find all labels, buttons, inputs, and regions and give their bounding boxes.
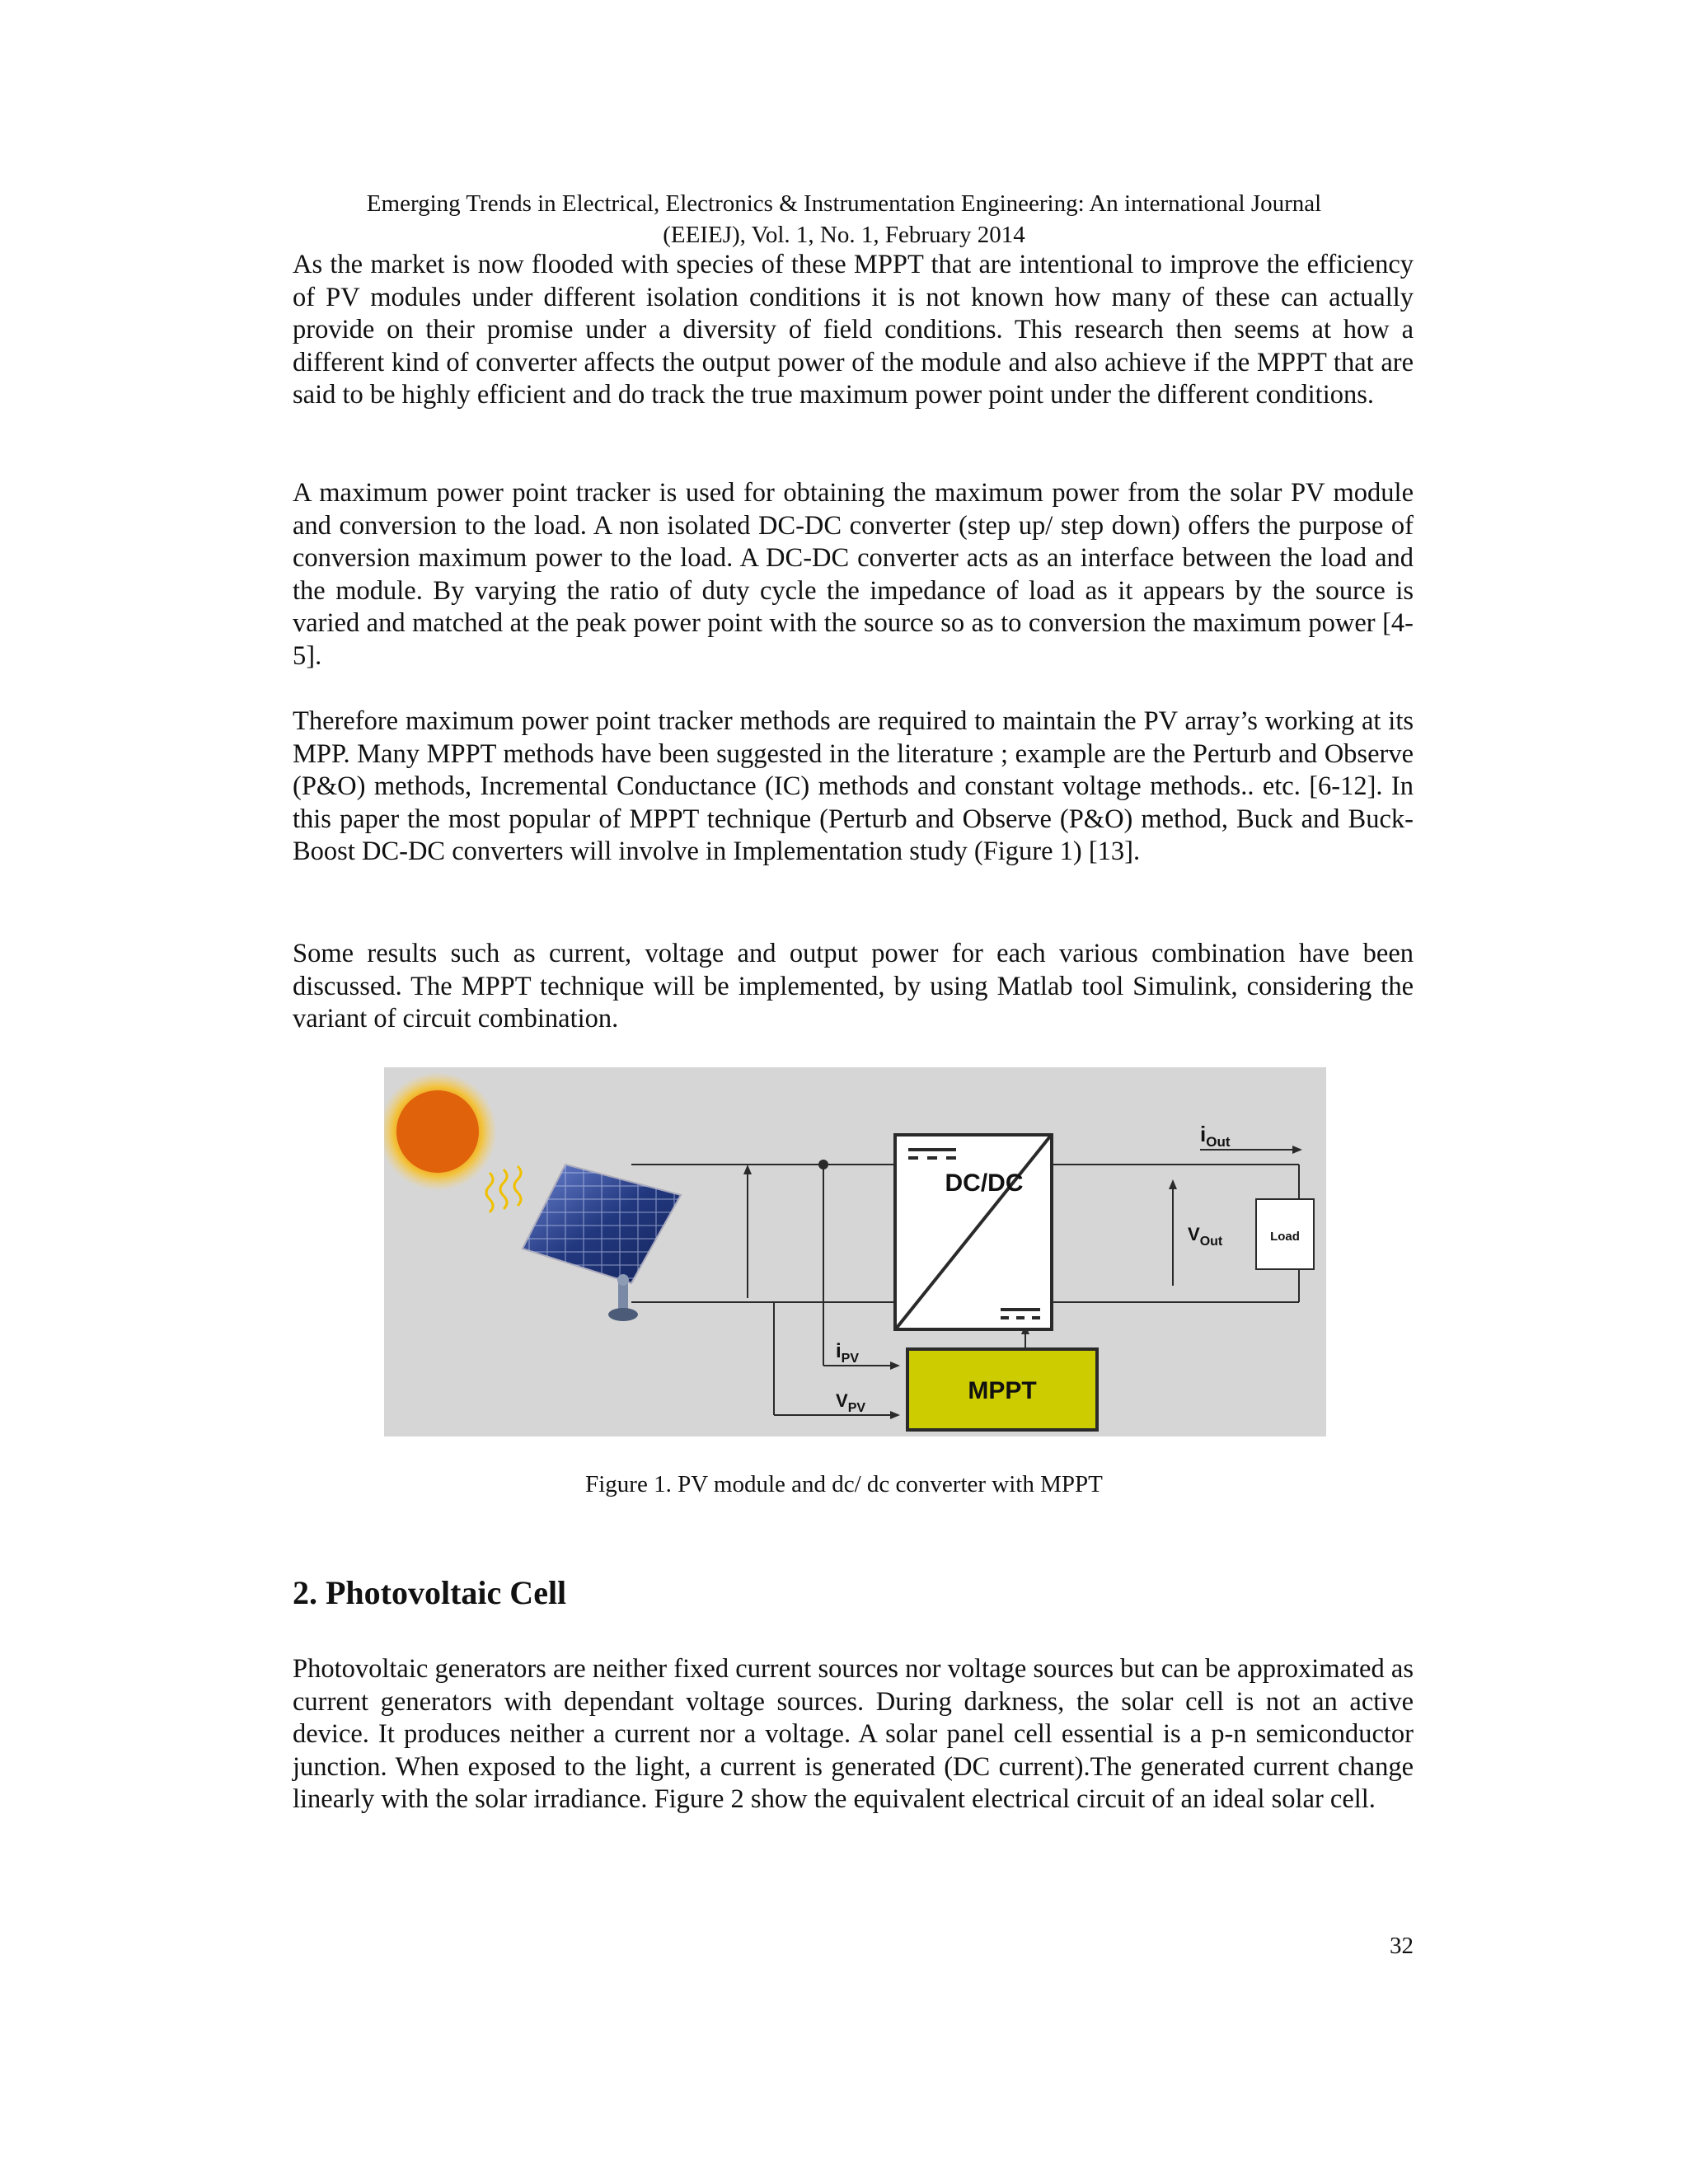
v-out-label: $V_{Out}$ (1188, 1224, 1223, 1249)
section-heading: 2. Photovoltaic Cell (293, 1574, 567, 1611)
paragraph-1: As the market is now flooded with species of these MPPT that are intentional to improve the efficiency of PV modules under different isolation conditions it is not known how many of these can actually provide on their promise under a diversity of field conditions. This research then seems at how a different kind of converter affects the output power of the module and also achieve if the MPPT that are said to be highly efficient and do track the true maximum power point under the different conditions. (293, 250, 1414, 410)
journal-title: Emerging Trends in Electrical, Electronics & Instrumentation Engineering: An international Journal (366, 190, 1322, 217)
figure-caption: Figure 1. PV module and dc/ dc converter with MPPT (585, 1471, 1103, 1497)
paragraph-2: A maximum power point tracker is used for obtaining the maximum power from the solar PV module and conversion to the load. A non isolated DC-DC converter (step up/ step down) offers the purpose of conversion maximum power to the load. A DC-DC converter acts as an interface between the load and the module. By varying the ratio of duty cycle the impedance of load as it appears by the source is varied and matched at the peak power point with the source so as to conversion the maximum power [4-5]. (293, 478, 1414, 671)
i-out-label: $i_{Out}$ (1200, 1122, 1231, 1150)
v-pv-label: $V_{PV}$ (836, 1390, 866, 1415)
section-paragraph: Photovoltaic generators are neither fixed current sources nor voltage sources but can be approximated as current generators with dependant voltage sources. During darkness, the solar cell is not an active device. It produces neither a current nor a voltage. A solar panel cell essential is a p-n semiconductor junction. When exposed to the light, a current is generated (DC current).The generated current change linearly with the solar irradiance. Figure 2 show the equivalent electrical circuit of an ideal solar cell. (293, 1654, 1414, 1815)
mppt-label: MPPT (968, 1377, 1037, 1404)
figure-background (384, 1067, 1326, 1436)
paragraph-3: Therefore maximum power point tracker methods are required to maintain the PV array’s working at its MPP. Many MPPT methods have been suggested in the literature ; example are the Perturb and Observe (P&O) methods, Incremental Conductance (IC) methods and constant voltage methods.. etc. [6-12]. In this paper the most popular of MPPT technique (Perturb and Observe (P&O) method, Buck and Buck- Boost DC-DC converters will involve in Implementation study (Figure 1) [13]. (293, 706, 1414, 867)
i-pv-label: $i_{PV}$ (836, 1340, 860, 1366)
journal-issue: (EEIEJ), Vol. 1, No. 1, February 2014 (663, 222, 1025, 248)
dcdc-label: DC/DC (945, 1169, 1024, 1197)
mppt-block (907, 1349, 1097, 1430)
load-block (1256, 1199, 1314, 1269)
junction-node (818, 1160, 828, 1169)
pv-mppt-diagram (384, 1067, 1326, 1436)
page-number: 32 (1390, 1933, 1414, 1959)
figure-1 (384, 1067, 1326, 1436)
load-label: Load (1270, 1230, 1300, 1244)
paragraph-4: Some results such as current, voltage and output power for each various combination have been discussed. The MPPT technique will be implemented, by using Matlab tool Simulink, considering the variant of circuit combination. (293, 939, 1414, 1034)
dcdc-converter-block (895, 1135, 1052, 1329)
